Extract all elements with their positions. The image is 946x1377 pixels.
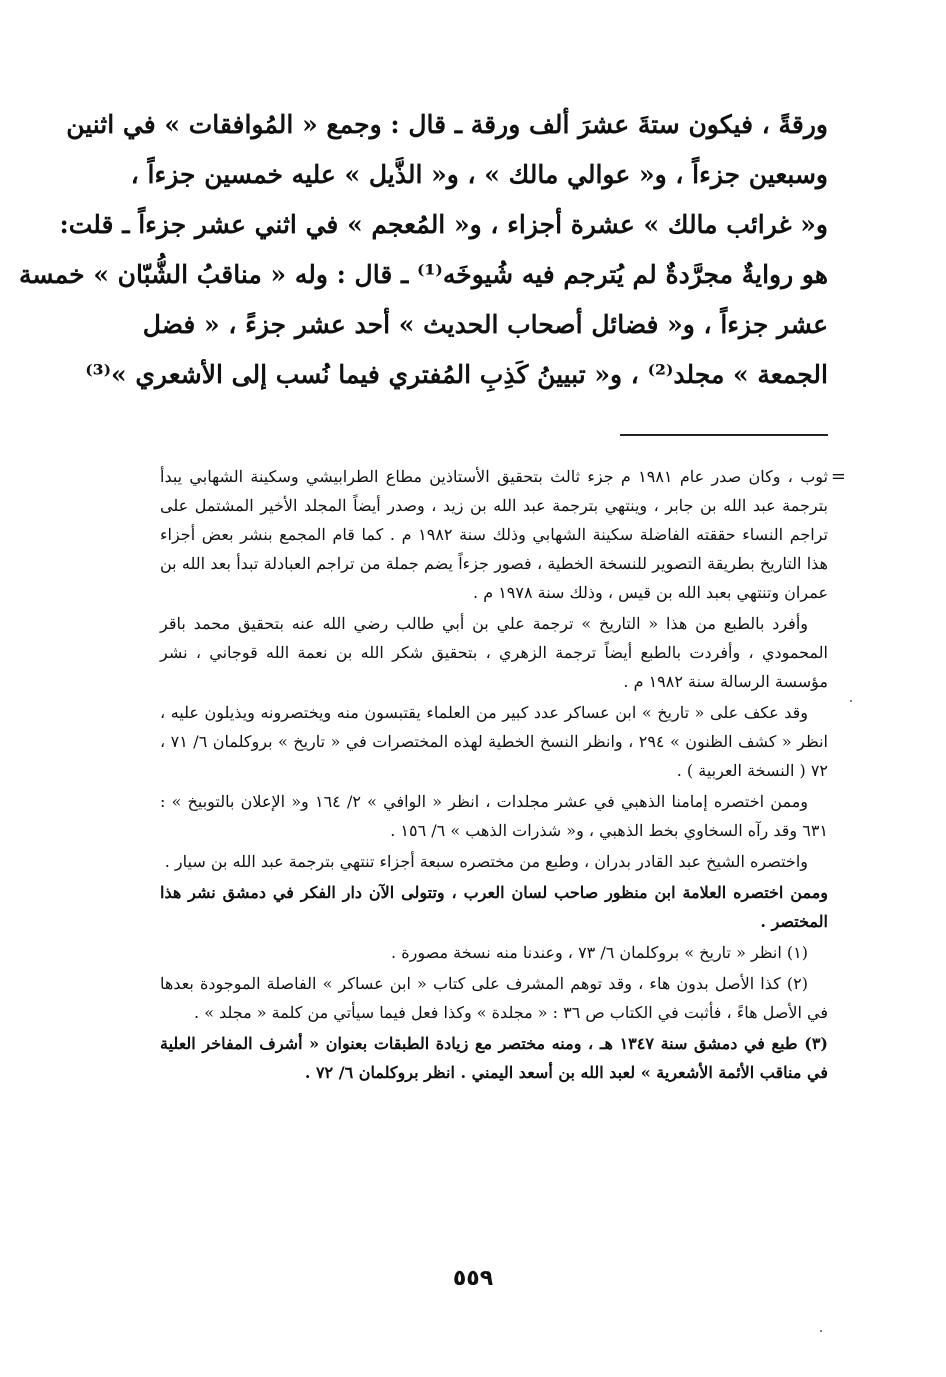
footnote-3: (٣) طبع في دمشق سنة ١٣٤٧ هـ ، ومنه مختصر مع زيادة الطبقات بعنوان « أشرف المفاخر العلية في مناقب الأئمة الأشعرية » لعبد الله بن أسعد اليمني . انظر بروكلمان ٦/ ٧٢ .: [160, 1034, 828, 1082]
footnote-1: (١) انظر « تاريخ » بروكلمان ٦/ ٧٣ ، وعندنا منه نسخة مصورة .: [391, 943, 808, 962]
main-text-line: عشر جزءاً ، و« فضائل أصحاب الحديث » أحد عشر جزءً ، « فضل: [142, 310, 828, 339]
main-text-line: وسبعين جزءاً ، و« عوالي مالك » ، و« الذَّيل » عليه خمسين جزءاً ،: [130, 160, 828, 189]
scan-speck: [850, 700, 852, 702]
scan-speck: [820, 1330, 822, 1332]
main-text-line: و« غرائب مالك » عشرة أجزاء ، و« المُعجم » في اثني عشر جزءاً ـ قلت:: [59, 210, 828, 239]
main-text-line: ورقةً ، فيكون ستةَ عشرَ ألف ورقة ـ قال : وجمع « المُوافقات » في اثنين: [66, 110, 828, 139]
main-text-line: هو روايةٌ مجرَّدةٌ لم يُترجم فيه شُيوخَه⁽¹⁾ ـ قال : وله « مناقبُ الشُّبّان » خمسة: [19, 260, 828, 289]
footnote-paragraph: وأفرد بالطبع من هذا « التاريخ » ترجمة علي بن أبي طالب رضي الله عنه بتحقيق محمد باقر المحمودي ، وأفردت بالطبع أيضاً ترجمة الزهري ، بتحقيق شكر الله بن نعمة الله قوجاني ، نشر مؤسسة الرسالة سنة ١٩٨٢ م .: [160, 614, 828, 691]
footnote-paragraph: وقد عكف على « تاريخ » ابن عساكر عدد كبير من العلماء يقتبسون منه ويختصرونه ويذيلون عليه ، انظر « كشف الظنون » ٢٩٤ ، وانظر النسخ الخطية لهذه المختصرات في « تاريخ » بروكلمان ٦/ ٧١ ، ٧٢ ( النسخة العربية ) .: [160, 703, 829, 780]
footnote-paragraph: وممن اختصره إمامنا الذهبي في عشر مجلدات ، انظر « الوافي » ٢/ ١٦٤ و« الإعلان بالتوبيخ » : ٦٣١ وقد رآه السخاوي بخط الذهبي ، و« شذرات الذهب » ٦/ ١٥٦ .: [160, 792, 828, 840]
footnote-paragraph: واختصره الشيخ عبد القادر بدران ، وطبع من مختصره سبعة أجزاء تنتهي بترجمة عبد الله بن سيار .: [164, 852, 808, 871]
page-number: ٥٥٩: [452, 1266, 494, 1291]
footnote-2: (٢) كذا الأصل بدون هاء ، وقد توهم المشرف على كتاب « ابن عساكر » الفاصلة الموجودة بعدها في الأصل هاءً ، فأثبت في الكتاب ص ٣٦ : « مجلدة » وكذا فعل فيما سيأتي من كلمة « مجلد » .: [160, 974, 828, 1022]
footnote-paragraph: ثوب ، وكان صدر عام ١٩٨١ م جزء ثالث بتحقيق الأستاذين مطاع الطرابيشي وسكينة الشهابي يبدأ بترجمة عبد الله بن جابر ، وينتهي بترجمة عبد الله بن زيد ، وصدر أيضاً المجلد الأخير المشتمل على تراجم النساء حققته الفاضلة سكينة الشهابي وذلك سنة ١٩٨٢ م . كما قام المجمع بنشر بعض أجزاء هذا التاريخ بطريقة التصوير للنسخة الخطية ، فصور جزءاً يضم جملة من تراجم العبادلة تبدأ بعد الله بن عمران وتنتهي بعبد الله بن قيس ، وذلك سنة ١٩٧٨ م .: [160, 467, 829, 602]
continuation-mark: =: [830, 466, 846, 487]
footnote-paragraph: وممن اختصره العلامة ابن منظور صاحب لسان العرب ، وتتولى الآن دار الفكر في دمشق نشر هذا المختصر .: [160, 883, 828, 931]
footnotes-block: [160, 462, 846, 1089]
footnote-separator: [620, 434, 828, 436]
main-text-line: الجمعة » مجلد⁽²⁾ ، و« تبيينُ كَذِبِ المُفتري فيما نُسب إلى الأشعري »⁽³⁾: [85, 360, 828, 389]
main-text-block: [19, 100, 828, 400]
